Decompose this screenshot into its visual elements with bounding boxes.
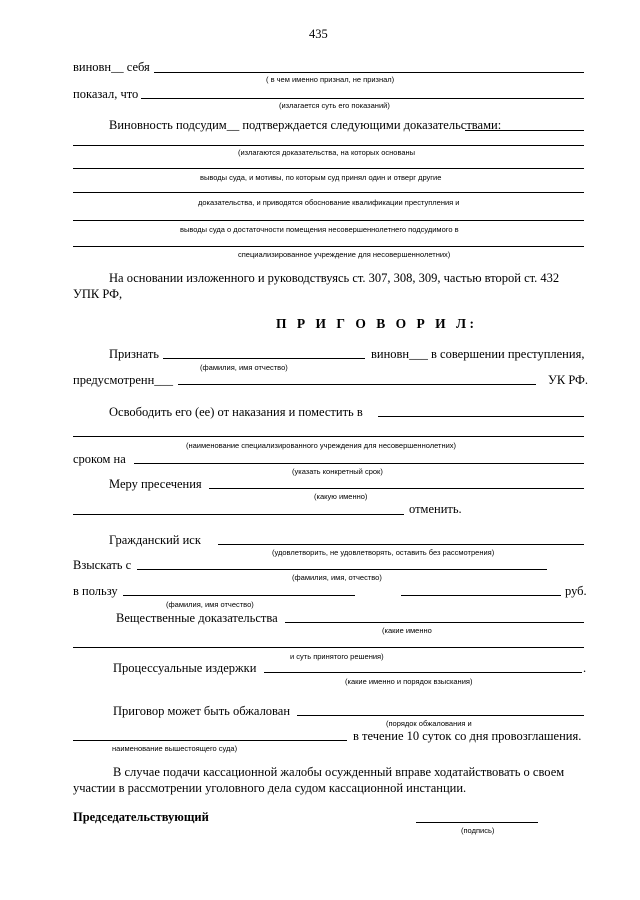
favor-name-field[interactable] <box>123 595 355 596</box>
recover-hint: (фамилия, имя, отчество) <box>292 573 382 582</box>
guilt-field[interactable] <box>154 72 584 73</box>
currency-label: руб. <box>565 584 587 598</box>
favor-hint: (фамилия, имя отчество) <box>166 600 254 609</box>
appeal-label: Приговор может быть обжалован <box>113 704 291 718</box>
cassation-line-2: участии в рассмотрении уголовного дела судом кассационной инстанции. <box>73 781 467 795</box>
evidence-hint-2: выводы суда, и мотивы, по которым суд принял один и отверг другие <box>200 173 442 182</box>
evidence-field-2[interactable] <box>73 145 584 146</box>
civil-claim-field[interactable] <box>218 544 584 545</box>
costs-hint: (какие именно и порядок взыскания) <box>345 677 473 686</box>
release-text: Освободить его (ее) от наказания и поместить в <box>109 405 363 419</box>
restraint-field-1[interactable] <box>209 488 584 489</box>
release-field-1[interactable] <box>378 416 584 417</box>
evidence-hint-4: выводы суда о достаточности помещения несовершеннолетнего подсудимого в <box>180 225 459 234</box>
evidence-text: Виновность подсудим__ подтверждается следующими доказательствами: <box>109 118 502 132</box>
recognize-code: УК РФ. <box>548 373 589 387</box>
recognize-name-field[interactable] <box>163 358 365 359</box>
favor-amount-field[interactable] <box>401 595 561 596</box>
material-evidence-label: Вещественные доказательства <box>116 611 278 625</box>
evidence-field-5[interactable] <box>73 220 584 221</box>
release-field-2[interactable] <box>73 436 584 437</box>
guilt-hint: ( в чем именно признал, не признал) <box>266 75 395 84</box>
recognize-hint: (фамилия, имя отчество) <box>200 363 288 372</box>
costs-label: Процессуальные издержки <box>113 661 257 675</box>
material-evidence-field-1[interactable] <box>285 622 584 623</box>
basis-line-1: На основании изложенного и руководствуясь ст. 307, 308, 309, частью второй ст. 432 <box>109 271 560 285</box>
basis-line-2: УПК РФ, <box>73 287 123 301</box>
term-hint: (указать конкретный срок) <box>292 467 383 476</box>
evidence-hint-5: специализированное учреждение для несовершеннолетних) <box>238 250 451 259</box>
appeal-term: в течение 10 суток со дня провозглашения. <box>353 729 582 743</box>
civil-claim-label: Гражданский иск <box>109 533 201 547</box>
restraint-hint: (какую именно) <box>314 492 368 501</box>
evidence-hint-3: доказательства, и приводятся обоснование квалификации преступления и <box>198 198 460 207</box>
evidence-field-1[interactable] <box>465 130 584 131</box>
evidence-hint-1: (излагаются доказательства, на которых основаны <box>238 148 416 157</box>
favor-label: в пользу <box>73 584 118 598</box>
recognize-middle: виновн___ в совершении преступления, <box>371 347 585 361</box>
appeal-field-1[interactable] <box>297 715 584 716</box>
appeal-hint: (порядок обжалования и <box>386 719 472 728</box>
verdict-title: П Р И Г О В О Р И Л: <box>276 316 478 331</box>
page-number: 435 <box>309 27 328 41</box>
testimony-hint: (излагается суть его показаний) <box>279 101 390 110</box>
release-hint: (наименование специализированного учреждения для несовершеннолетних) <box>186 441 457 450</box>
signature-hint: (подпись) <box>461 826 495 835</box>
evidence-field-3[interactable] <box>73 168 584 169</box>
costs-field[interactable] <box>264 672 582 673</box>
evidence-field-6[interactable] <box>73 246 584 247</box>
testimony-label: показал, что <box>73 87 139 101</box>
term-field[interactable] <box>134 463 584 464</box>
civil-claim-hint: (удовлетворить, не удовлетворять, оставить без рассмотрения) <box>272 548 495 557</box>
recognize-article-field[interactable] <box>178 384 536 385</box>
guilt-label: виновн__ себя <box>73 60 150 74</box>
signature-field[interactable] <box>416 822 538 823</box>
cassation-line-1: В случае подачи кассационной жалобы осужденный вправе ходатайствовать о своем <box>113 765 565 779</box>
testimony-field[interactable] <box>141 98 584 99</box>
recover-label: Взыскать с <box>73 558 132 572</box>
recognize-prefix: Признать <box>109 347 159 361</box>
term-label: сроком на <box>73 452 126 466</box>
appeal-court-hint: наименование вышестоящего суда) <box>112 744 238 753</box>
restraint-label: Меру пресечения <box>109 477 202 491</box>
evidence-field-4[interactable] <box>73 192 584 193</box>
costs-end: . <box>583 661 587 675</box>
material-evidence-hint-2: и суть принятого решения) <box>290 652 384 661</box>
material-evidence-hint: (какие именно <box>382 626 432 635</box>
material-evidence-field-2[interactable] <box>73 647 584 648</box>
recover-field[interactable] <box>137 569 547 570</box>
restraint-cancel: отменить. <box>409 502 462 516</box>
recognize-provided: предусмотренн___ <box>73 373 174 387</box>
presiding-label: Председательствующий <box>73 810 209 824</box>
restraint-field-2[interactable] <box>73 514 404 515</box>
appeal-field-2[interactable] <box>73 740 347 741</box>
